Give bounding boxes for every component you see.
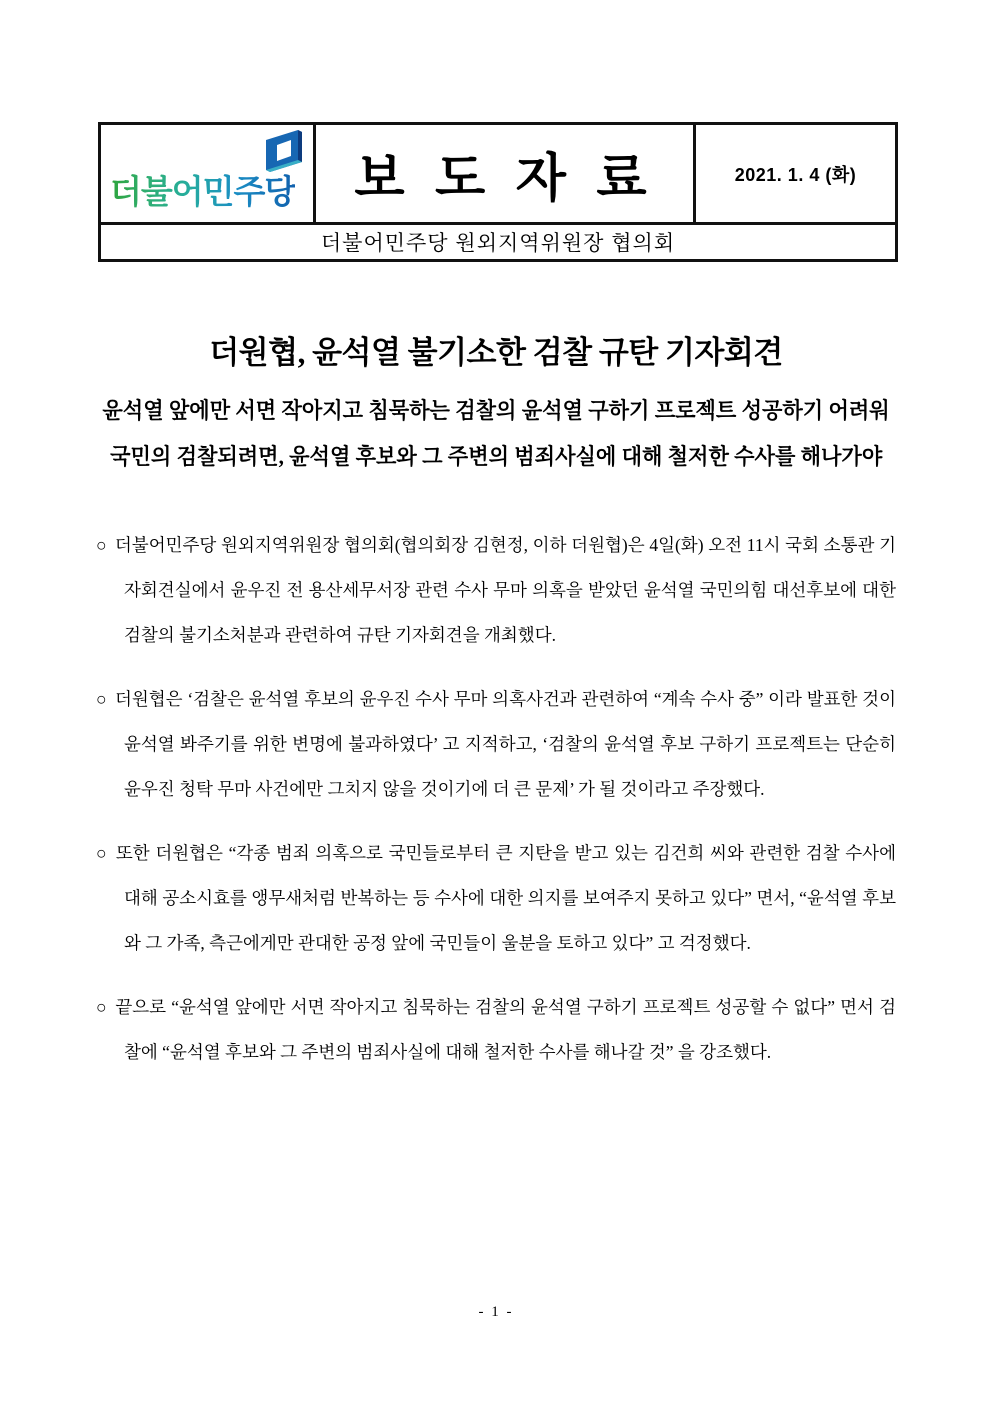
bullet-circle-icon: ○: [96, 535, 107, 555]
subtitle-line-2-text: 국민의 검찰되려면, 윤석열 후보와 그 주변의 범죄사실에 대해 철저한 수사를 해나가야: [109, 444, 883, 469]
paragraph-text: 더원협은 ‘검찰은 윤석열 후보의 윤우진 수사 무마 의혹사건과 관련하여 “계속 수사 중” 이라 발표한 것이 윤석열 봐주기를 위한 변명에 불과하였다’ 고 지적하고, ‘검찰의 윤석열 후보 구하기 프로젝트는 단순히 윤우진 청탁 무마 사건에만 그치지 않을 것이기에 더 큰 문제’ 가 될 것이라고 주장했다.: [114, 689, 896, 799]
issuing-org-text: 더불어민주당 원외지역위원장 협의회: [320, 232, 676, 255]
paragraph-text: 끝으로 “윤석열 앞에만 서면 작아지고 침묵하는 검찰의 윤석열 구하기 프로젝트 성공할 수 없다” 면서 검찰에 “윤석열 후보와 그 주변의 범죄사실에 대해 철저한 수사를 해나갈 것” 을 강조했다.: [115, 997, 896, 1062]
document-body: [96, 523, 896, 1094]
issuing-org-cell: [101, 222, 895, 259]
header-box: [98, 122, 898, 262]
release-date-cell: [696, 125, 895, 222]
body-paragraph: [96, 985, 896, 1075]
body-paragraph: [96, 677, 896, 812]
bullet-circle-icon: ○: [96, 997, 108, 1017]
body-paragraph: [96, 831, 896, 966]
party-logo-cell: [101, 125, 316, 222]
party-logo-text: 더불어민주당: [110, 166, 295, 213]
doc-type-cell: [316, 125, 696, 222]
doc-type-label: 보 도 자 료: [354, 150, 655, 208]
release-date-text: 2021. 1. 4 (화): [734, 164, 857, 185]
paragraph-text: 더불어민주당 원외지역위원장 협의회(협의회장 김현정, 이하 더원협)은 4일(화) 오전 11시 국회 소통관 기자회견실에서 윤우진 전 용산세무서장 관련 수사 무마 의혹을 받았던 윤석열 국민의힘 대선후보에 대한 검찰의 불기소처분과 관련하여 규탄 기자회견을 개최했다.: [114, 535, 896, 645]
bullet-circle-icon: ○: [96, 843, 108, 863]
page-title: 더원협, 윤석열 불기소한 검찰 규탄 기자회견: [209, 335, 783, 370]
subtitle-line-2: [0, 440, 992, 471]
bullet-circle-icon: ○: [96, 689, 107, 709]
page-number: - 1 -: [478, 1304, 514, 1320]
subtitle-line-1: [0, 394, 992, 425]
paragraph-text: 또한 더원협은 “각종 범죄 의혹으로 국민들로부터 큰 지탄을 받고 있는 김건희 씨와 관련한 검찰 수사에 대해 공소시효를 앵무새처럼 반복하는 등 수사에 대한 의지를 보여주지 못하고 있다” 면서, “윤석열 후보와 그 가족, 측근에게만 관대한 공정 앞에 국민들이 울분을 토하고 있다” 고 걱정했다.: [115, 843, 896, 953]
subtitle-line-1-text: 윤석열 앞에만 서면 작아지고 침묵하는 검찰의 윤석열 구하기 프로젝트 성공하기 어려워: [102, 398, 890, 423]
body-paragraph: [96, 523, 896, 658]
